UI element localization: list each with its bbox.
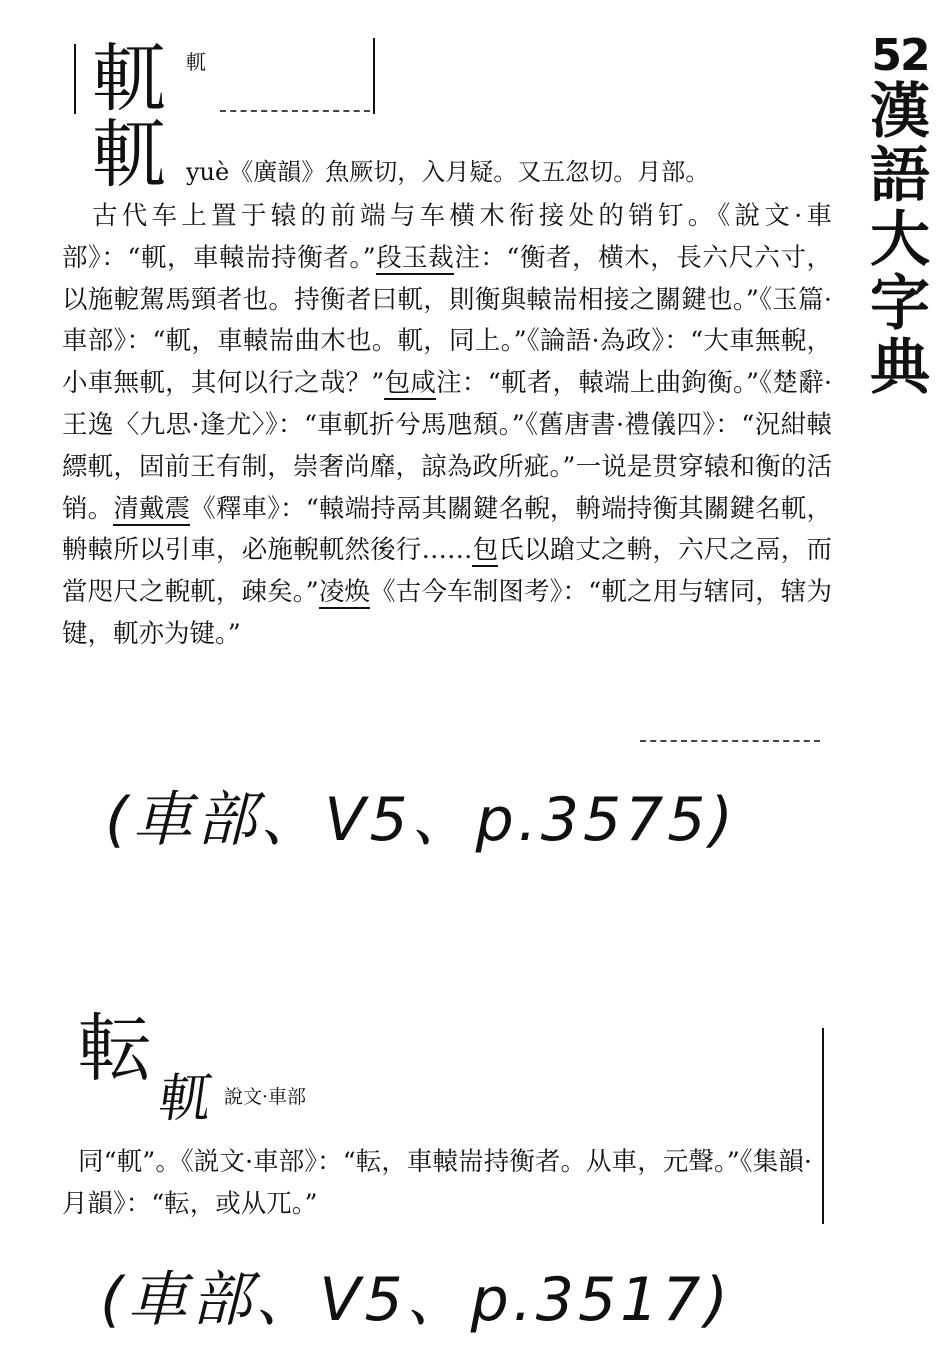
definition-segment: 注：“衡者，横木，長六尺六寸，以施軶駕馬頸者也。持衡者曰軏，則衡與轅耑相接之關鍵也。”《玉篇·車部》：“軏，車轅耑曲木也。軏，同上。”《論語·為政》：“大車無輗，小車無軏，其何以行之哉？” xyxy=(62,242,832,399)
entry2-seal-char: 軏 xyxy=(155,1069,216,1129)
entry2-handwritten-note: (車部、V5、p.3517) xyxy=(100,1265,732,1335)
bottom-dashed-rule xyxy=(640,740,820,742)
definition-segment: 古代车上置于辕的前端与车横木衔接处的销钉。《說文·車部》：“軏，車轅耑持衡者。” xyxy=(62,201,832,273)
entry1-head-char-second: 軏 xyxy=(92,112,166,198)
proper-name-underlined: 包 xyxy=(472,535,499,566)
left-border-rule xyxy=(74,44,76,114)
header-divider-rule xyxy=(373,38,375,114)
definition-segment: 注：“軏者，轅端上曲鉤衡。”《楚辭·王逸〈九思·逢尤〉》：“車軏折兮馬虺頹。”《舊唐書·禮儀四》：“況紺轅縹軏，固前王有制，崇奢尚靡，諒為政所疵。”一说是贯穿辕和衡的活销。 xyxy=(62,368,832,524)
entry2-definition xyxy=(62,1142,812,1226)
right-border-rule xyxy=(822,1028,824,1224)
proper-name-underlined: 段玉裁 xyxy=(375,242,455,273)
spine-char-3: 大 xyxy=(870,205,930,275)
entry1-definition xyxy=(62,196,832,656)
definition-segment: 《釋車》：“轅端持鬲其關鍵名輗，輈端持衡其關鍵名軏，輈轅所以引車，必施輗軏然後行…… xyxy=(62,493,832,566)
definition-segment: 氏以蹌丈之輈，六尺之鬲，而當咫尺之輗軏，疎矣。” xyxy=(62,535,832,608)
spine-char-5: 典 xyxy=(870,333,930,403)
entry2-definition-text: 同“軏”。《説文·車部》：“転，車轅耑持衡者。从車，元聲。”《集韻·月韻》：“転，或从兀。” xyxy=(62,1147,812,1219)
proper-name-underlined: 包咸 xyxy=(384,368,437,399)
entry2-source-label: 說文·車部 xyxy=(224,1086,307,1108)
entry1-head-small: 軏 xyxy=(186,50,206,74)
spine-char-4: 字 xyxy=(870,269,930,339)
entry2-head-char: 転 xyxy=(78,1006,152,1092)
proper-name-underlined: 清 xyxy=(113,493,139,524)
entry1-head-char: 軏 xyxy=(92,36,166,122)
top-dashed-rule xyxy=(220,110,370,112)
definition-segment: 《古今车制图考》：“軏之用与辖同，辖为键，軏亦为键。” xyxy=(62,577,832,649)
spine-char-2: 語 xyxy=(870,141,930,211)
entry1-pronunciation: yuè《廣韻》魚厥切，入月疑。又五忽切。月部。 xyxy=(186,158,710,186)
page-number: 52 xyxy=(871,30,929,81)
proper-name-underlined: 凌焕 xyxy=(318,577,371,608)
spine-char-1: 漢 xyxy=(870,77,930,147)
proper-name-underlined: 戴震 xyxy=(138,493,191,524)
book-spine-title xyxy=(864,30,936,403)
entry1-handwritten-note: (車部、V5、p.3575) xyxy=(105,785,737,855)
